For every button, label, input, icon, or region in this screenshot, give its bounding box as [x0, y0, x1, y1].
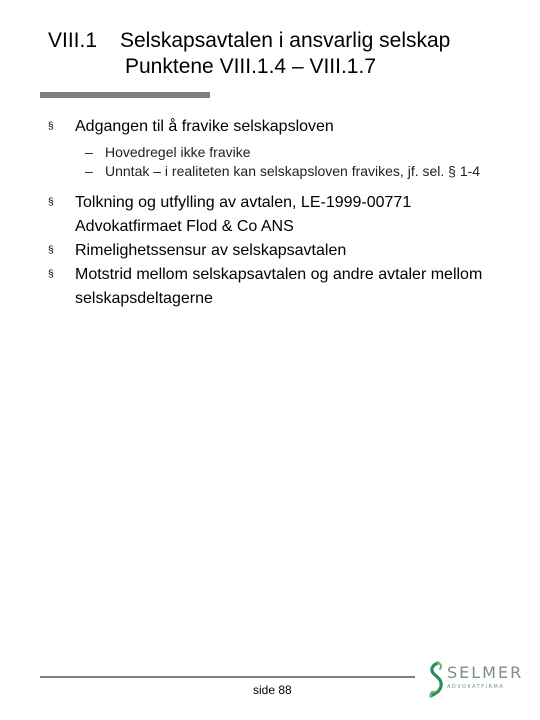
bullet-marker: § — [48, 121, 54, 132]
sub-bullet-text: Hovedregel ikke fravike — [105, 144, 251, 160]
bullet-item — [48, 115, 508, 139]
sub-bullet-list — [48, 143, 508, 181]
bullet-marker: § — [48, 269, 54, 280]
page-number: side 88 — [253, 683, 292, 697]
title-underline — [40, 92, 210, 98]
bullet-item — [48, 239, 508, 263]
sub-bullet-text: Unntak – i realiteten kan selskapsloven fravikes, jf. sel. § 1-4 — [105, 163, 481, 179]
bullet-marker: § — [48, 245, 54, 256]
footer-rule — [40, 676, 415, 678]
bullet-item — [48, 191, 508, 239]
title-text: Selskapsavtalen i ansvarlig selskap — [120, 29, 451, 52]
section-number: VIII.1 — [48, 29, 98, 52]
sub-bullet-item — [48, 162, 508, 181]
sub-bullet-marker: – — [85, 144, 93, 160]
subtitle-text: Punktene VIII.1.4 – VIII.1.7 — [125, 55, 376, 78]
selmer-s-leaf-icon — [428, 661, 446, 701]
bullet-marker: § — [48, 197, 54, 208]
slide-title — [48, 28, 518, 80]
selmer-logo — [428, 660, 524, 702]
bullet-text: Rimelighetssensur av selskapsavtalen — [75, 242, 347, 259]
bullet-text: Tolkning og utfylling av avtalen, LE-1999-00771 Advokatfirmaet Flod & Co ANS — [75, 194, 412, 235]
bullet-list — [48, 115, 508, 311]
logo-tagline: ADVOKATFIRMA — [447, 684, 505, 690]
logo-wordmark: SELMER — [447, 663, 524, 682]
bullet-text: Adgangen til å fravike selskapsloven — [75, 118, 334, 135]
sub-bullet-marker: – — [85, 163, 93, 179]
bullet-item — [48, 263, 508, 311]
bullet-text: Motstrid mellom selskapsavtalen og andre avtaler mellom selskapsdeltagerne — [75, 266, 483, 307]
sub-bullet-item — [48, 143, 508, 162]
